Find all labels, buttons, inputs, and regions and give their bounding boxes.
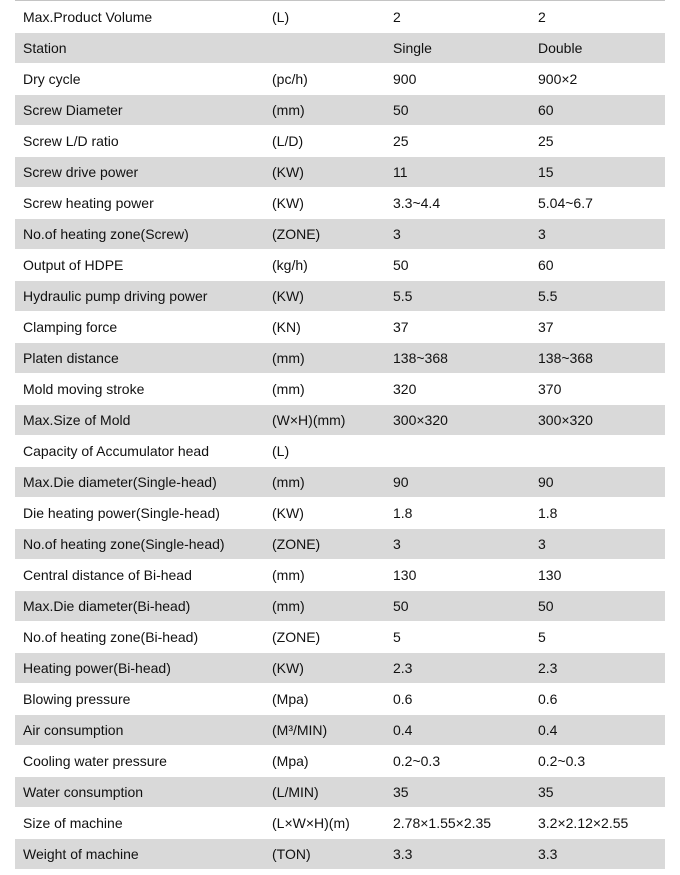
unit-cell: (TON) bbox=[264, 839, 385, 870]
table-row bbox=[15, 715, 665, 746]
single-value-cell: 300×320 bbox=[385, 405, 530, 436]
single-value-cell: 3.3~4.4 bbox=[385, 188, 530, 219]
unit-cell: (mm) bbox=[264, 343, 385, 374]
table-row bbox=[15, 591, 665, 622]
double-value-cell: 300×320 bbox=[530, 405, 665, 436]
unit-cell: (KN) bbox=[264, 312, 385, 343]
table-row bbox=[15, 529, 665, 560]
table-row bbox=[15, 188, 665, 219]
table-row bbox=[15, 467, 665, 498]
single-value-cell: 50 bbox=[385, 250, 530, 281]
table-row bbox=[15, 777, 665, 808]
unit-cell: (ZONE) bbox=[264, 529, 385, 560]
param-cell: No.of heating zone(Screw) bbox=[15, 219, 264, 250]
double-value-cell: Double bbox=[530, 33, 665, 64]
single-value-cell: 320 bbox=[385, 374, 530, 405]
table-row bbox=[15, 95, 665, 126]
spec-table-body bbox=[15, 1, 665, 870]
single-value-cell: 3 bbox=[385, 529, 530, 560]
param-cell: Capacity of Accumulator head bbox=[15, 436, 264, 467]
single-value-cell: 25 bbox=[385, 126, 530, 157]
param-cell: Screw heating power bbox=[15, 188, 264, 219]
unit-cell: (L) bbox=[264, 1, 385, 33]
unit-cell: (mm) bbox=[264, 591, 385, 622]
param-cell: Max.Die diameter(Bi-head) bbox=[15, 591, 264, 622]
unit-cell: (ZONE) bbox=[264, 219, 385, 250]
param-cell: Screw Diameter bbox=[15, 95, 264, 126]
table-row bbox=[15, 839, 665, 870]
single-value-cell: 50 bbox=[385, 591, 530, 622]
unit-cell: (KW) bbox=[264, 157, 385, 188]
single-value-cell: 138~368 bbox=[385, 343, 530, 374]
double-value-cell: 130 bbox=[530, 560, 665, 591]
double-value-cell: 0.6 bbox=[530, 684, 665, 715]
double-value-cell: 0.2~0.3 bbox=[530, 746, 665, 777]
param-cell: Size of machine bbox=[15, 808, 264, 839]
unit-cell: (mm) bbox=[264, 467, 385, 498]
param-cell: Hydraulic pump driving power bbox=[15, 281, 264, 312]
param-cell: Clamping force bbox=[15, 312, 264, 343]
unit-cell: (L/D) bbox=[264, 126, 385, 157]
single-value-cell: 0.4 bbox=[385, 715, 530, 746]
param-cell: Max.Size of Mold bbox=[15, 405, 264, 436]
param-cell: Station bbox=[15, 33, 264, 64]
double-value-cell: 900×2 bbox=[530, 64, 665, 95]
param-cell: Central distance of Bi-head bbox=[15, 560, 264, 591]
table-row bbox=[15, 808, 665, 839]
param-cell: Blowing pressure bbox=[15, 684, 264, 715]
param-cell: Air consumption bbox=[15, 715, 264, 746]
single-value-cell: 2 bbox=[385, 1, 530, 33]
param-cell: Max.Product Volume bbox=[15, 1, 264, 33]
param-cell: No.of heating zone(Bi-head) bbox=[15, 622, 264, 653]
unit-cell: (Mpa) bbox=[264, 746, 385, 777]
unit-cell: (mm) bbox=[264, 374, 385, 405]
unit-cell: (KW) bbox=[264, 653, 385, 684]
param-cell: Mold moving stroke bbox=[15, 374, 264, 405]
table-row bbox=[15, 498, 665, 529]
unit-cell: (mm) bbox=[264, 95, 385, 126]
double-value-cell: 5 bbox=[530, 622, 665, 653]
table-row bbox=[15, 1, 665, 33]
double-value-cell: 25 bbox=[530, 126, 665, 157]
single-value-cell: 90 bbox=[385, 467, 530, 498]
table-row bbox=[15, 250, 665, 281]
double-value-cell: 3 bbox=[530, 219, 665, 250]
single-value-cell: 130 bbox=[385, 560, 530, 591]
double-value-cell: 90 bbox=[530, 467, 665, 498]
table-row bbox=[15, 653, 665, 684]
single-value-cell: 3 bbox=[385, 219, 530, 250]
param-cell: No.of heating zone(Single-head) bbox=[15, 529, 264, 560]
param-cell: Water consumption bbox=[15, 777, 264, 808]
unit-cell: (KW) bbox=[264, 498, 385, 529]
single-value-cell: Single bbox=[385, 33, 530, 64]
table-row bbox=[15, 622, 665, 653]
unit-cell: (L×W×H)(m) bbox=[264, 808, 385, 839]
single-value-cell: 1.8 bbox=[385, 498, 530, 529]
unit-cell bbox=[264, 33, 385, 64]
single-value-cell: 5 bbox=[385, 622, 530, 653]
param-cell: Cooling water pressure bbox=[15, 746, 264, 777]
unit-cell: (pc/h) bbox=[264, 64, 385, 95]
param-cell: Heating power(Bi-head) bbox=[15, 653, 264, 684]
unit-cell: (Mpa) bbox=[264, 684, 385, 715]
double-value-cell: 2 bbox=[530, 1, 665, 33]
single-value-cell: 2.3 bbox=[385, 653, 530, 684]
unit-cell: (kg/h) bbox=[264, 250, 385, 281]
unit-cell: (M³/MIN) bbox=[264, 715, 385, 746]
unit-cell: (mm) bbox=[264, 560, 385, 591]
double-value-cell: 0.4 bbox=[530, 715, 665, 746]
param-cell: Dry cycle bbox=[15, 64, 264, 95]
table-row bbox=[15, 157, 665, 188]
double-value-cell: 138~368 bbox=[530, 343, 665, 374]
single-value-cell bbox=[385, 436, 530, 467]
double-value-cell: 35 bbox=[530, 777, 665, 808]
param-cell: Platen distance bbox=[15, 343, 264, 374]
double-value-cell: 5.5 bbox=[530, 281, 665, 312]
table-row bbox=[15, 684, 665, 715]
double-value-cell: 60 bbox=[530, 250, 665, 281]
table-row bbox=[15, 436, 665, 467]
table-row bbox=[15, 281, 665, 312]
single-value-cell: 35 bbox=[385, 777, 530, 808]
double-value-cell: 5.04~6.7 bbox=[530, 188, 665, 219]
param-cell: Weight of machine bbox=[15, 839, 264, 870]
param-cell: Screw drive power bbox=[15, 157, 264, 188]
unit-cell: (L/MIN) bbox=[264, 777, 385, 808]
table-row bbox=[15, 746, 665, 777]
single-value-cell: 5.5 bbox=[385, 281, 530, 312]
double-value-cell: 3.3 bbox=[530, 839, 665, 870]
param-cell: Max.Die diameter(Single-head) bbox=[15, 467, 264, 498]
double-value-cell: 60 bbox=[530, 95, 665, 126]
single-value-cell: 0.2~0.3 bbox=[385, 746, 530, 777]
double-value-cell: 37 bbox=[530, 312, 665, 343]
table-row bbox=[15, 560, 665, 591]
double-value-cell: 2.3 bbox=[530, 653, 665, 684]
double-value-cell: 15 bbox=[530, 157, 665, 188]
unit-cell: (W×H)(mm) bbox=[264, 405, 385, 436]
single-value-cell: 0.6 bbox=[385, 684, 530, 715]
param-cell: Die heating power(Single-head) bbox=[15, 498, 264, 529]
unit-cell: (KW) bbox=[264, 188, 385, 219]
single-value-cell: 11 bbox=[385, 157, 530, 188]
table-row bbox=[15, 405, 665, 436]
unit-cell: (KW) bbox=[264, 281, 385, 312]
table-row bbox=[15, 126, 665, 157]
single-value-cell: 3.3 bbox=[385, 839, 530, 870]
unit-cell: (L) bbox=[264, 436, 385, 467]
single-value-cell: 37 bbox=[385, 312, 530, 343]
param-cell: Screw L/D ratio bbox=[15, 126, 264, 157]
table-row bbox=[15, 33, 665, 64]
spec-table bbox=[15, 0, 665, 870]
param-cell: Output of HDPE bbox=[15, 250, 264, 281]
table-row bbox=[15, 64, 665, 95]
single-value-cell: 2.78×1.55×2.35 bbox=[385, 808, 530, 839]
double-value-cell: 50 bbox=[530, 591, 665, 622]
table-row bbox=[15, 312, 665, 343]
single-value-cell: 50 bbox=[385, 95, 530, 126]
table-row bbox=[15, 374, 665, 405]
single-value-cell: 900 bbox=[385, 64, 530, 95]
double-value-cell bbox=[530, 436, 665, 467]
double-value-cell: 3 bbox=[530, 529, 665, 560]
double-value-cell: 3.2×2.12×2.55 bbox=[530, 808, 665, 839]
double-value-cell: 370 bbox=[530, 374, 665, 405]
table-row bbox=[15, 219, 665, 250]
unit-cell: (ZONE) bbox=[264, 622, 385, 653]
double-value-cell: 1.8 bbox=[530, 498, 665, 529]
table-row bbox=[15, 343, 665, 374]
